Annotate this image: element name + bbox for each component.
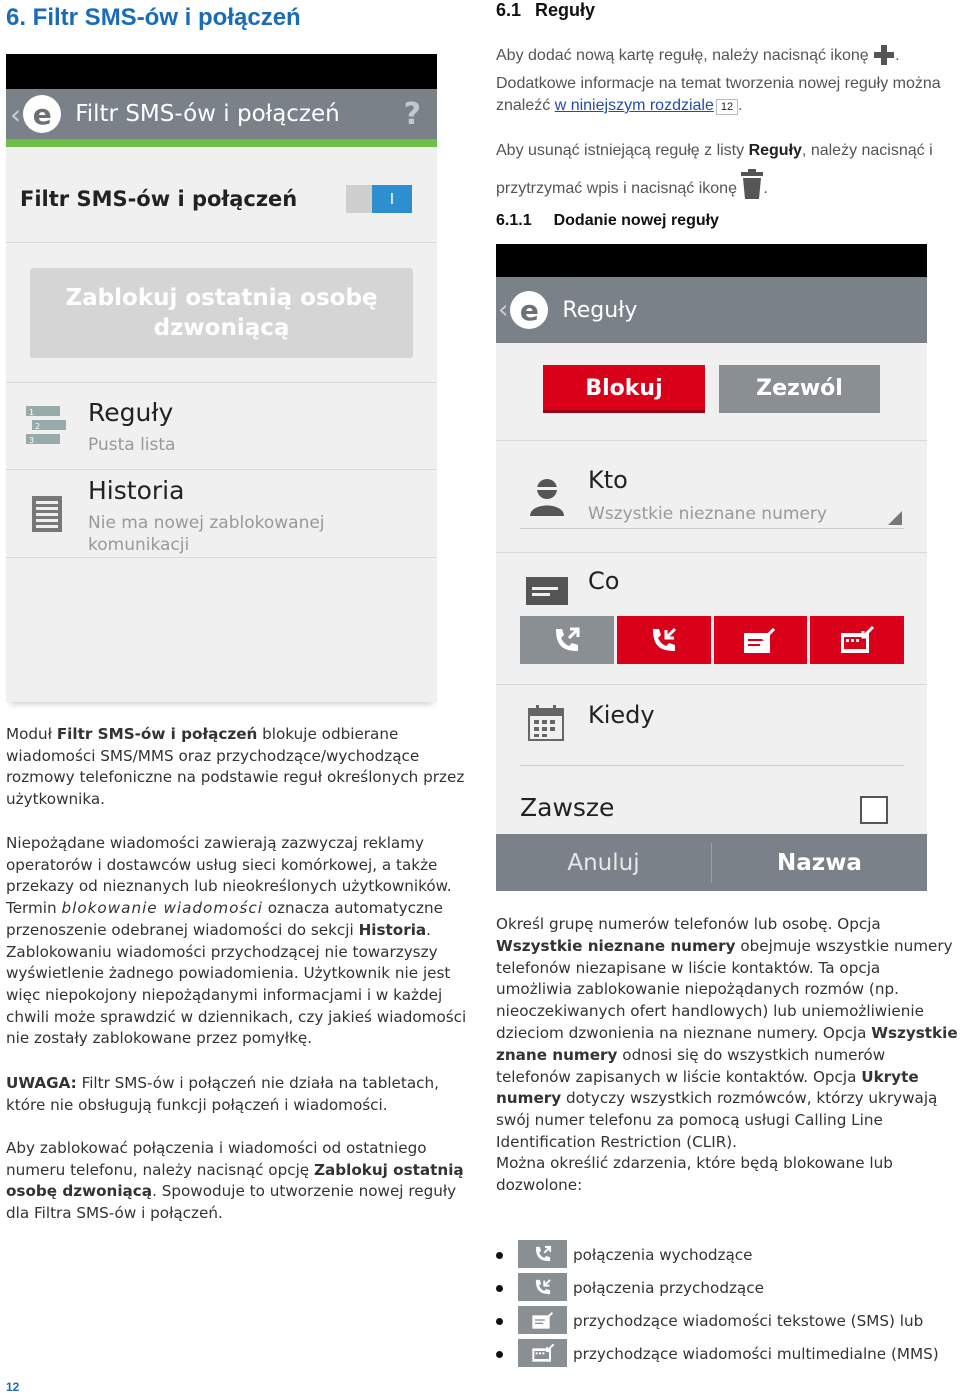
subsection-title-text: Dodanie nowej reguły xyxy=(553,212,719,229)
bold-span: Zablokuj ostatnią osobę dzwoniącą xyxy=(6,1160,464,1201)
text-span: blokuje odbierane wiadomości SMS/MMS oraz przychodzące/wychodzące rozmowy telefoniczne na podstawie reguł określonych przez użytkownika. xyxy=(6,725,465,809)
trash-icon xyxy=(741,169,763,213)
list-item xyxy=(496,1273,960,1303)
rules-item-title: Reguły xyxy=(88,398,174,427)
when-underline xyxy=(520,765,904,766)
text-span: . Spowoduje to utworzenie nowej reguły dla Filtra SMS-ów i połączeń. xyxy=(6,1182,457,1223)
who-description-paragraph xyxy=(496,914,960,1154)
page-reference[interactable]: 12 xyxy=(716,99,738,115)
call-outgoing-toggle[interactable] xyxy=(520,616,614,664)
subsection-title xyxy=(496,212,719,230)
intro-text-end: . xyxy=(738,97,743,114)
unwanted-messages-paragraph xyxy=(6,833,478,1050)
status-bar xyxy=(496,244,927,277)
chapter-title: 6. Filtr SMS-ów i połączeń xyxy=(6,4,301,31)
text-span: Filtr SMS-ów i połączeń nie działa na tabletach, które nie obsługują funkcji połączeń i wiadomości. xyxy=(6,1074,439,1114)
tab-allow[interactable]: Zezwól xyxy=(719,365,880,413)
text-span: Określ grupę numerów telefonów lub osobę. Opcja xyxy=(496,915,881,933)
bold-span: Wszystkie nieznane numery xyxy=(496,936,736,955)
eset-logo-icon: e xyxy=(23,95,61,133)
bold-span: Wszystkie znane numery xyxy=(496,1023,958,1064)
eset-logo-icon: e xyxy=(510,291,548,329)
chapter-link[interactable]: w niniejszym rozdziale xyxy=(554,97,714,114)
who-title: Kto xyxy=(588,466,628,494)
text-span: Moduł xyxy=(6,725,52,743)
event-type-selector xyxy=(520,616,904,664)
sms-incoming-icon xyxy=(518,1306,567,1334)
list-item xyxy=(496,1240,960,1270)
when-title: Kiedy xyxy=(588,701,655,729)
cancel-button[interactable]: Anuluj xyxy=(567,849,640,876)
mms-incoming-icon xyxy=(518,1339,567,1367)
list-item xyxy=(496,1339,960,1369)
delete-text-2: , należy nacisnąć i xyxy=(801,142,933,159)
subsection-number: 6.1.1 xyxy=(496,212,532,229)
text-span: oznacza automatyczne przenoszenie odebranej wiadomości do sekcji xyxy=(6,899,443,939)
bold-span: Ukryte numery xyxy=(496,1067,919,1108)
tab-block[interactable]: Blokuj xyxy=(543,365,705,413)
back-icon[interactable]: ‹ xyxy=(10,97,22,131)
intro-text-1: Aby dodać nową kartę regułę, należy nacisnąć ikonę xyxy=(496,47,869,64)
always-label: Zawsze xyxy=(520,793,615,822)
message-icon xyxy=(526,577,568,609)
module-description-paragraph xyxy=(6,724,478,811)
call-incoming-toggle[interactable] xyxy=(617,616,711,664)
text-span: obejmuje wszystkie numery telefonów niezapisane w liście kontaktów. Ta opcja umożliwia zablokowanie niepożądanych rozmów (np. nieoczekiwanych ofert handlowych) lub uniemożliwienie dzieciom dzwonienia na nieznane numery. Opcja xyxy=(496,936,953,1042)
who-row[interactable] xyxy=(496,442,927,552)
svg-text:3: 3 xyxy=(29,436,35,445)
bold-span: Historia xyxy=(358,920,427,939)
events-intro-paragraph: Można określić zdarzenia, które będą blokowane lub dozwolone: xyxy=(496,1154,893,1194)
mode-tabs xyxy=(496,343,927,441)
calendar-icon xyxy=(528,705,564,745)
call-outgoing-icon xyxy=(518,1240,567,1268)
history-item-subtitle: Nie ma nowej zablokowanej komunikacji xyxy=(88,513,325,555)
history-item-title: Historia xyxy=(88,476,185,505)
section-number: 6.1 xyxy=(496,0,522,20)
divider xyxy=(6,557,437,558)
person-icon xyxy=(530,478,564,520)
page-number: 12 xyxy=(6,1380,20,1394)
help-icon[interactable]: ? xyxy=(403,96,421,132)
bold-span: Filtr SMS-ów i połączeń xyxy=(56,725,258,743)
warning-label: UWAGA: xyxy=(6,1074,77,1092)
delete-rule-paragraph xyxy=(496,132,960,213)
mms-incoming-toggle[interactable] xyxy=(810,616,904,664)
app-bar xyxy=(6,89,437,147)
section-title xyxy=(496,0,595,21)
who-underline xyxy=(520,528,904,529)
text-span: Niepożądane wiadomości zawierają zazwyczaj reklamy operatorów i dostawców usług sieci komórkowej, a także przekazy od nieznanych lub nieokreślonych użytkowników. Termin xyxy=(6,834,452,918)
filter-toggle-row xyxy=(6,155,437,243)
toggle-knob: I xyxy=(372,185,412,213)
bullet-label: przychodzące wiadomości tekstowe (SMS) lub xyxy=(573,1312,924,1330)
call-incoming-icon xyxy=(518,1273,567,1301)
status-bar xyxy=(6,54,437,89)
rules-intro-paragraph xyxy=(496,44,960,117)
dropdown-corner-icon xyxy=(888,510,902,529)
text-span: dotyczy wszystkich rozmówców, którzy ukrywają swój numer telefonu za pomocą usługi Calling Line Identification Restriction (CLIR). xyxy=(496,1089,938,1151)
block-last-caller-button[interactable]: Zablokuj ostatnią osobę dzwoniącą xyxy=(30,268,413,358)
bullet-label: połączenia przychodzące xyxy=(573,1279,764,1297)
text-span: Aby zablokować połączenia i wiadomości od ostatniego numeru telefonu, należy nacisnąć opcję xyxy=(6,1139,427,1179)
name-button[interactable]: Nazwa xyxy=(777,849,862,876)
list-item xyxy=(496,1306,960,1336)
log-list-icon xyxy=(32,496,62,536)
app-bar-title: Filtr SMS-ów i połączeń xyxy=(75,101,340,127)
bullet-label: przychodzące wiadomości multimedialne (MMS) xyxy=(573,1345,939,1363)
app-bar xyxy=(496,277,927,343)
rules-screen-screenshot xyxy=(496,244,927,891)
rules-list-item[interactable] xyxy=(6,384,437,468)
filter-toggle-label: Filtr SMS-ów i połączeń xyxy=(20,187,298,211)
numbered-list-icon xyxy=(26,404,68,450)
always-checkbox[interactable] xyxy=(860,796,888,824)
history-list-item[interactable] xyxy=(6,470,437,556)
delete-text-1: Aby usunąć istniejącą regułę z listy xyxy=(496,142,745,159)
app-bar-title: Reguły xyxy=(562,297,638,323)
svg-text:1: 1 xyxy=(29,408,35,417)
divider xyxy=(6,382,437,383)
block-last-caller-paragraph xyxy=(6,1138,478,1225)
bullet xyxy=(496,1351,503,1358)
filter-toggle-switch[interactable] xyxy=(346,185,412,213)
back-icon[interactable]: ‹ xyxy=(498,295,509,325)
warning-paragraph xyxy=(6,1073,478,1116)
rules-item-subtitle: Pusta lista xyxy=(88,435,176,455)
what-title: Co xyxy=(588,567,620,595)
rules-bold-label: Reguły xyxy=(748,142,802,159)
who-value[interactable]: Wszystkie nieznane numery xyxy=(588,504,827,524)
term-span: blokowanie wiadomości xyxy=(61,899,263,918)
bottom-action-bar xyxy=(496,834,927,891)
bullet xyxy=(496,1285,503,1292)
delete-text-3: przytrzymać wpis i nacisnąć ikonę xyxy=(496,180,737,197)
bullet xyxy=(496,1252,503,1259)
text-span: . Zablokowaniu wiadomości przychodzącej nie towarzyszy wyświetlenie żadnego powiadomienia. Użytkownik nie jest więc niepokojony niepożądanymi informacjami i w każdej chwili może sprawdzić w dziennikach, czy jakieś wiadomości nie zostały zablokowane przez pomyłkę. xyxy=(6,920,467,1048)
plus-icon xyxy=(873,44,895,73)
filter-screen-screenshot xyxy=(6,54,437,702)
bullet-label: połączenia wychodzące xyxy=(573,1246,753,1264)
section-title-text: Reguły xyxy=(535,0,596,20)
delete-text-end: . xyxy=(763,180,768,197)
svg-text:2: 2 xyxy=(35,422,41,431)
intro-text-2: . Dodatkowe informacje na temat tworzenia nowej reguły można znaleźć xyxy=(496,47,941,114)
sms-incoming-toggle[interactable] xyxy=(714,616,808,664)
text-span: odnosi się do wszystkich numerów telefonów zapisanych w liście kontaktów. Opcja xyxy=(496,1045,886,1086)
bullet xyxy=(496,1318,503,1325)
